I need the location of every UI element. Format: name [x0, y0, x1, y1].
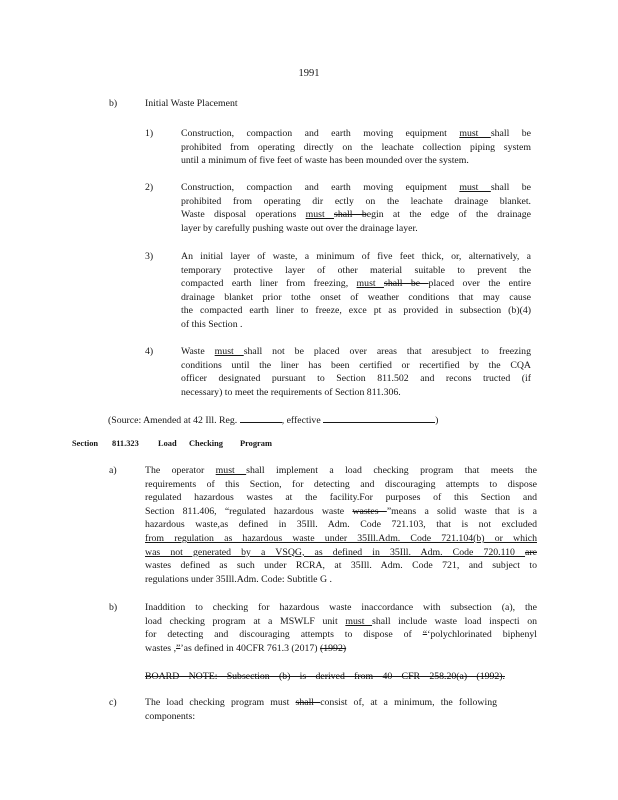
text-segment: ‘polychlorinated biphenyl [427, 629, 537, 641]
text-segment: An initial layer of waste, a minimum of five feet thick, or, alternatively, a [181, 251, 531, 262]
text-segment: Section 811.406, “regulated hazardous waste [145, 505, 353, 517]
inserted-text: must [459, 182, 491, 193]
paragraph-a-text [145, 464, 537, 586]
text-segment: Waste [181, 346, 215, 357]
text-line [108, 412, 490, 426]
text-segment: (Source: Amended at 42 Ill. Reg. [108, 415, 240, 426]
deleted-text: BOARD NOTE: Subsection (b) is derived from 40 CFR 258.20(a) (1992). [145, 671, 505, 682]
text-segment: ’as defined in 40CFR 761.3 (2017) [180, 642, 320, 654]
deleted-text: shall b [334, 209, 367, 221]
text-line [181, 195, 531, 209]
text-segment: shall implement a load checking program that meets the [246, 465, 537, 476]
text-segment: Inaddition to checking for hazardous waste inaccordance with subsection (a), the [145, 602, 537, 613]
text-line [181, 127, 531, 141]
deleted-text: ” [176, 642, 181, 654]
text-line [181, 318, 531, 332]
text-line [145, 559, 537, 573]
text-line [181, 277, 531, 291]
text-line [145, 601, 537, 615]
text-segment: layer by carefully pushing waste out over the drainage layer. [181, 222, 418, 234]
text-line [181, 291, 531, 305]
text-segment: temporary protective layer of other material suitable to prevent the [181, 264, 531, 276]
text-segment: Construction, compaction and earth moving equipment [181, 128, 460, 139]
deleted-text: shall [295, 697, 321, 708]
text-segment: officer designated pursuant to Section 811.502 and recons tructed (if [181, 373, 531, 385]
section-title-word: Program [240, 439, 272, 448]
text-segment: compacted earth liner from freezing, [181, 278, 357, 290]
item-3-text [181, 250, 531, 332]
paragraph-label: a) [109, 465, 117, 476]
text-segment: prohibited from operating dir ectly on the leachate drainage blanket. [181, 195, 531, 207]
text-segment: ) [435, 415, 439, 426]
deleted-text: shall be [384, 278, 429, 290]
text-line [145, 505, 537, 519]
item-number: 4) [145, 346, 154, 357]
text-segment: components: [145, 710, 196, 722]
text-line [145, 573, 537, 587]
text-segment: egin at the edge of the drainage [366, 209, 531, 221]
subsection-label: b) [109, 98, 118, 109]
text-line [181, 372, 531, 386]
text-segment: shall be [490, 128, 531, 139]
text-segment: wastes defined as such under RCRA, at 35Ill. Adm. Code 721, and subject to [145, 560, 537, 572]
text-segment: Waste disposal operations [181, 209, 306, 221]
text-segment: requirements of this Section, for detecting and discouraging attempts to dispose [145, 478, 537, 490]
board-note [145, 670, 505, 684]
inserted-text: must [356, 278, 384, 290]
text-segment: of this Section . [181, 318, 243, 330]
text-line [145, 670, 505, 684]
inserted-text: must [214, 346, 244, 357]
text-segment: until a minimum of five feet of waste has been mounded over the system. [181, 155, 469, 167]
inserted-text: must [215, 465, 247, 476]
text-segment: consist of, at a minimum, the following [320, 697, 497, 708]
text-line [145, 642, 537, 656]
subsection-title: Initial Waste Placement [145, 98, 238, 109]
item-number: 1) [145, 128, 154, 139]
text-line [145, 532, 537, 546]
deleted-text: wastes [352, 505, 387, 517]
text-line [145, 628, 537, 642]
text-segment: shall include waste load inspecti on [372, 615, 537, 627]
text-line [181, 222, 531, 236]
inserted-text: from regulation as hazardous waste under 35Ill.Adm. Code 721.104(b) or which [145, 532, 537, 544]
source-note [108, 412, 490, 426]
deleted-text: are [525, 546, 537, 558]
text-segment: the compacted earth liner to freeze, exce pt as provided in subsection (b)(4) [181, 305, 531, 317]
section-title-word: Checking [189, 439, 223, 448]
text-segment: The operator [145, 465, 216, 476]
text-segment: wastes , [145, 642, 177, 654]
text-segment: placed over the entire [428, 278, 531, 290]
text-segment: , effective [281, 415, 324, 426]
text-segment: shall be [490, 182, 531, 193]
paragraph-b-text [145, 601, 537, 655]
text-segment: The load checking program must [145, 697, 296, 708]
text-segment: regulated hazardous wastes at the facility.For purposes of this Section and [145, 492, 537, 504]
text-line [181, 264, 531, 278]
text-line [145, 696, 497, 710]
item-number: 2) [145, 182, 154, 193]
text-segment: Construction, compaction and earth moving equipment [181, 182, 460, 193]
text-line [145, 518, 537, 532]
item-4-text [181, 345, 531, 399]
text-line [181, 345, 531, 359]
text-segment: hazardous waste,as defined in 35Ill. Adm. Code 721.103, that is not excluded [145, 519, 537, 531]
text-line [145, 615, 537, 629]
inserted-text: must [305, 209, 334, 221]
paragraph-c-text [145, 696, 497, 723]
blank-field [240, 412, 282, 423]
text-line [181, 304, 531, 318]
deleted-text: “ [422, 629, 428, 641]
section-title-word: Load [158, 439, 177, 448]
text-line [181, 208, 531, 222]
text-segment: ”means a solid waste that is a [386, 505, 537, 517]
text-segment: conditions until the liner has been certified or recertified by the CQA [181, 359, 531, 371]
inserted-text: must [345, 615, 373, 627]
deleted-text: (1992) [319, 642, 347, 654]
text-line [145, 478, 537, 492]
text-segment: prohibited from operating directly on the leachate collection piping system [181, 141, 531, 153]
text-line [145, 491, 537, 505]
text-line [181, 250, 531, 264]
text-line [181, 154, 531, 168]
inserted-text: was not generated by a VSQG, as defined in 35Ill. Adm. Code 720.110 [145, 546, 526, 558]
paragraph-label: b) [109, 602, 118, 613]
text-segment: drainage blanket prior tothe onset of weather conditions that may cause [181, 291, 531, 303]
text-line [181, 359, 531, 373]
text-segment: regulations under 35Ill.Adm. Code: Subtitle G . [145, 573, 332, 585]
text-segment: necessary) to meet the requirements of Section 811.306. [181, 386, 401, 398]
text-segment: load checking program at a MSWLF unit [145, 615, 346, 627]
text-line [145, 546, 537, 560]
blank-field [323, 412, 435, 423]
section-number: 811.323 [112, 439, 139, 448]
page-number: 1991 [298, 68, 320, 79]
section-word: Section [72, 439, 99, 448]
text-segment: for detecting and discouraging attempts to dispose of [145, 629, 423, 641]
item-1-text [181, 127, 531, 168]
paragraph-label: c) [109, 697, 117, 708]
text-line [145, 710, 497, 724]
item-2-text [181, 181, 531, 235]
text-line [181, 386, 531, 400]
inserted-text: must [459, 128, 491, 139]
text-line [181, 141, 531, 155]
text-segment: shall not be placed over areas that aresubject to freezing [243, 346, 531, 357]
text-line [145, 464, 537, 478]
item-number: 3) [145, 251, 154, 262]
text-line [181, 181, 531, 195]
